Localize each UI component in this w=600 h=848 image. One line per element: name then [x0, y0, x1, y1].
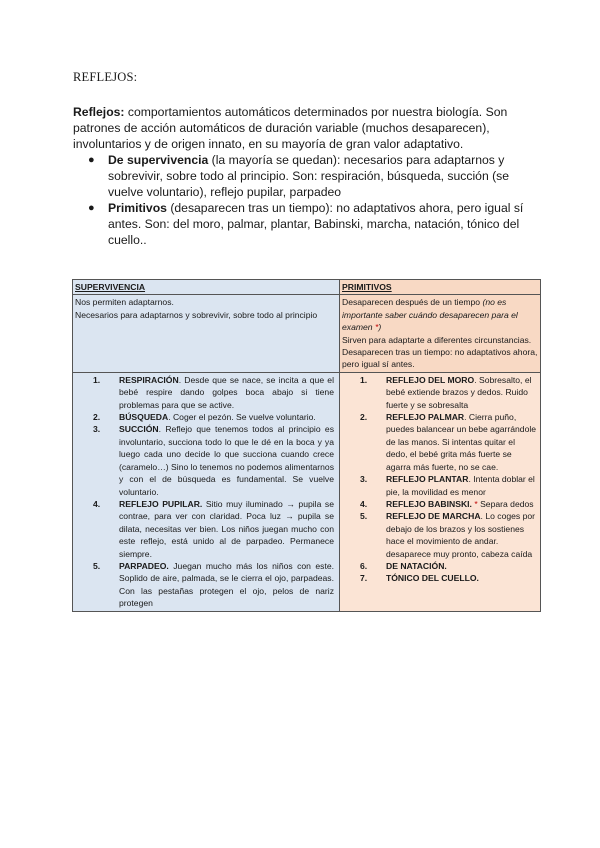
item-number: 5. [93, 560, 101, 571]
header-label: SUPERVIVENCIA [75, 282, 146, 292]
list-item [88, 200, 533, 248]
item-text: . Sobresalto, el bebé extiende brazos y dedos. Ruido fuerte y se sobresalta [386, 374, 532, 410]
table-header-row [73, 280, 541, 295]
table-row [73, 372, 541, 611]
item-name: TÓNICO DEL CUELLO. [386, 573, 479, 584]
item-name: DE NATACIÓN. [386, 560, 447, 571]
item-name: REFLEJO BABINSKI. [386, 498, 472, 509]
bullet-text: (desaparecen tras un tiempo): no adaptativos ahora, pero igual sí antes. Son: del moro, palmar, plantar, Babinski, marcha, natación, tónico del cuello.. [108, 201, 524, 247]
desc-text: Desaparecen después de un tiempo [342, 297, 483, 308]
header-label: PRIMITIVOS [342, 282, 392, 292]
item-name: REFLEJO DEL MORO [386, 374, 475, 385]
item-number: 4. [93, 498, 101, 509]
asterisk-mark: * [471, 498, 478, 509]
bullet-text: (la mayoría se quedan): necesarios para adaptarnos y sobrevivir, sobre todo al principio. Son: respiración, búsqueda, succión (se vuelve voluntario), reflejo pupilar, parpadeo [108, 153, 510, 199]
supervivencia-list-cell [73, 372, 340, 611]
header-supervivencia [73, 280, 340, 295]
list-item [342, 473, 538, 498]
desc-line: Desaparecen tras un tiempo: no adaptativos ahora, pero igual sí antes. [342, 347, 538, 370]
item-number: 1. [93, 374, 101, 385]
desc-italic-note: (no es importante saber cuándo desaparecen para el examen [342, 297, 518, 333]
item-number: 3. [93, 424, 101, 435]
primitivos-list-cell [340, 372, 541, 611]
list-item [75, 411, 337, 423]
bullet-label: De supervivencia [108, 153, 209, 167]
bullet-icon: ● [88, 154, 95, 166]
item-number: 6. [360, 560, 368, 571]
supervivencia-list [75, 374, 337, 610]
item-name: REFLEJO DE MARCHA [386, 511, 481, 522]
item-number: 1. [360, 374, 368, 385]
item-text: Separa dedos [477, 498, 534, 509]
item-text: . Reflejo que tenemos todos al principio es involuntario, succiona todo lo que le dé en la boca y ya luego cada uno decide lo que succiona cuando crece (caramelo…) Sino lo tenemos no podemos alimentarnos y con el de búsqueda es fundamental. Se vuelve voluntario. [119, 424, 334, 497]
list-item [88, 152, 533, 200]
header-primitivos [340, 280, 541, 295]
list-item [342, 374, 538, 411]
item-name: RESPIRACIÓN [119, 374, 179, 385]
item-number: 5. [360, 511, 368, 522]
reflex-table [72, 279, 541, 612]
list-item [75, 423, 337, 497]
list-item [75, 374, 337, 411]
desc-italic-close: ) [378, 322, 382, 333]
desc-line: Necesarios para adaptarnos y sobrevivir, sobre todo al principio [75, 309, 318, 320]
item-name: BÚSQUEDA [119, 412, 169, 423]
item-text: . Lo coges por debajo de los brazos y los sostienes hace el movimiento de andar. desaparece muy pronto, cabeza caída [386, 511, 536, 559]
list-item [342, 411, 538, 473]
intro-paragraph [73, 104, 533, 152]
desc-line: Nos permiten adaptarnos. [75, 297, 174, 308]
item-name: REFLEJO PUPILAR. [119, 498, 203, 509]
item-number: 7. [360, 573, 368, 584]
item-name: PARPADEO. [119, 560, 169, 571]
item-text: . Desde que se nace, se incita a que el bebé respire dando golpes boca abajo si tiene problemas para que se active. [119, 374, 334, 410]
asterisk-mark: * [374, 322, 379, 333]
table-row [73, 295, 541, 372]
item-name: REFLEJO PALMAR [386, 412, 465, 423]
item-text: . Coger el pezón. Se vuelve voluntario. [168, 412, 316, 423]
item-number: 2. [360, 412, 368, 423]
list-item [342, 560, 538, 572]
list-item [342, 498, 538, 510]
reflex-type-list [88, 152, 533, 248]
list-item [75, 498, 337, 560]
item-name: SUCCIÓN [119, 424, 159, 435]
item-text: Juegan mucho más los niños con este. Soplido de aire, palmada, se le cierra el ojo, parpadeas. Con las pestañas protegen el ojo, pelos de nariz protegen [119, 560, 334, 609]
item-number: 3. [360, 474, 368, 485]
item-text: . Intenta doblar el pie, la movilidad es menor [386, 474, 535, 497]
item-name: REFLEJO PLANTAR [386, 474, 469, 485]
item-text: Sitio muy iluminado → pupila se contrae, para ver con claridad. Poca luz → pupila se dilata, necesitas ver bien. Los niños juegan mucho con este reflejo, está unido al de parpadeo. Permanece siempre. [119, 498, 334, 559]
list-item [342, 572, 538, 584]
desc-line [342, 296, 538, 333]
list-item [75, 560, 337, 610]
page-title: REFLEJOS: [73, 70, 138, 84]
desc-line: Sirven para adaptarte a diferentes circunstancias. [342, 334, 532, 345]
intro-label: Reflejos: [73, 105, 125, 119]
primitivos-list [342, 374, 538, 585]
intro-text: comportamientos automáticos determinados por nuestra biología. Son patrones de acción automáticos de duración variable (muchos desaparecen), involuntarios y de origen innato, en su mayoría de gran valor adaptativo. [73, 105, 508, 151]
supervivencia-description [73, 295, 340, 372]
item-number: 2. [93, 412, 101, 423]
list-item [342, 510, 538, 560]
bullet-icon: ● [88, 202, 95, 214]
primitivos-description [340, 295, 541, 372]
item-text: . Cierra puño, puedes balancear un bebe agarrándole de las manos. Si intentas quitar el dedo, el bebé grita más fuerte se agarra más fuerte, no se cae. [386, 412, 537, 472]
bullet-label: Primitivos [108, 201, 167, 215]
item-number: 4. [360, 498, 368, 509]
